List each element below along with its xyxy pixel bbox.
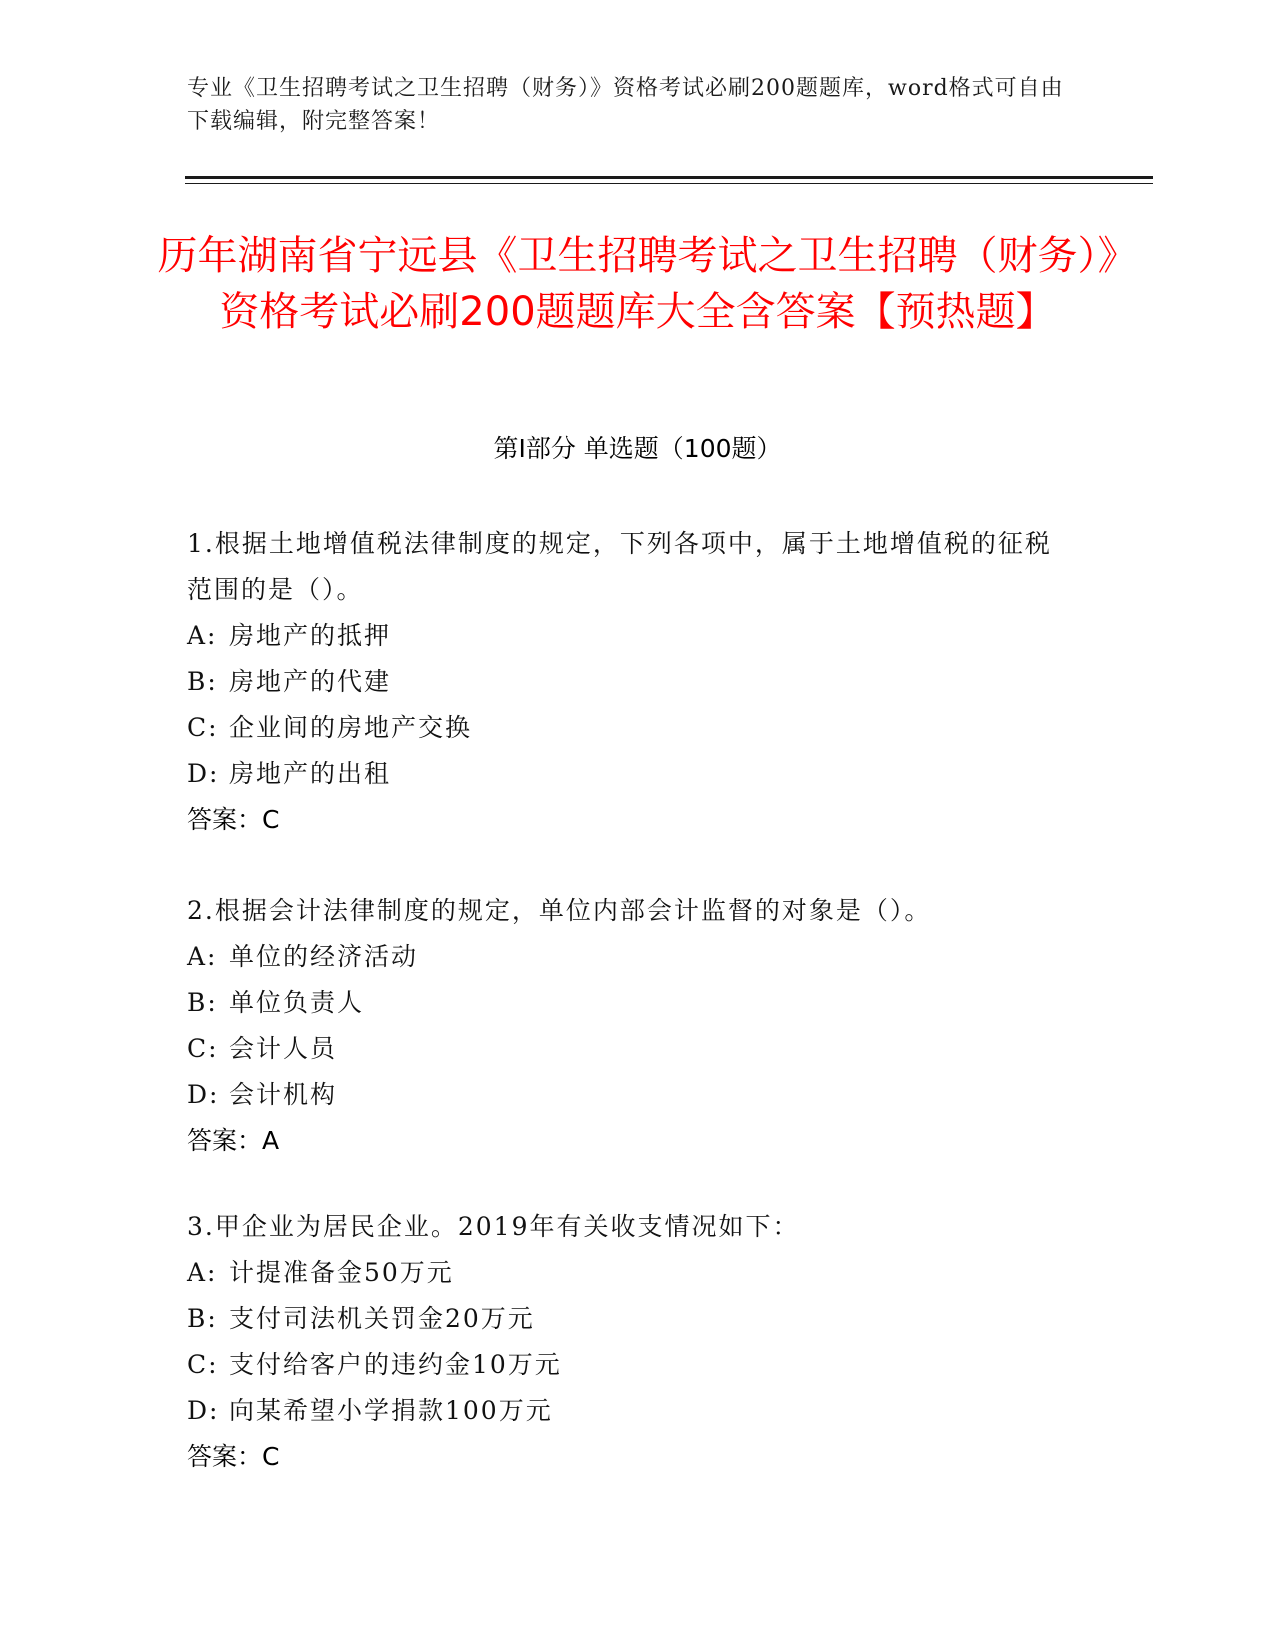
option-key: A: <box>187 942 218 971</box>
answer: 答案：A <box>187 1126 280 1155</box>
section-heading: 第I部分 单选题（100题） <box>493 434 782 463</box>
question-3 <box>187 1204 1067 1480</box>
option-text: 支付司法机关罚金20万元 <box>229 1304 535 1333</box>
header-divider-thick <box>185 176 1153 179</box>
option-key: D: <box>187 1080 220 1109</box>
option-key: B: <box>187 988 218 1017</box>
answer: 答案：C <box>187 1442 280 1471</box>
question-2 <box>187 888 1067 1164</box>
option-key: B: <box>187 667 218 696</box>
option-b <box>187 1296 1067 1342</box>
question-stem: 1.根据土地增值税法律制度的规定，下列各项中，属于土地增值税的征税范围的是（）。 <box>187 529 1052 604</box>
option-text: 向某希望小学捐款100万元 <box>229 1396 553 1425</box>
option-key: C: <box>187 713 219 742</box>
option-text: 企业间的房地产交换 <box>229 713 473 742</box>
option-a <box>187 934 1067 980</box>
option-key: A: <box>187 621 218 650</box>
option-text: 计提准备金50万元 <box>229 1258 454 1287</box>
option-d <box>187 1072 1067 1118</box>
header-note: 专业《卫生招聘考试之卫生招聘（财务）》资格考试必刷200题题库，word格式可自由下载编辑，附完整答案！ <box>187 76 1064 134</box>
option-c <box>187 705 1067 751</box>
option-d <box>187 1388 1067 1434</box>
option-d <box>187 751 1067 797</box>
question-stem: 3.甲企业为居民企业。2019年有关收支情况如下： <box>187 1212 800 1241</box>
option-c <box>187 1026 1067 1072</box>
option-b <box>187 980 1067 1026</box>
option-key: D: <box>187 759 220 788</box>
option-key: B: <box>187 1304 218 1333</box>
option-key: C: <box>187 1350 219 1379</box>
option-text: 房地产的代建 <box>229 667 392 696</box>
option-key: C: <box>187 1034 219 1063</box>
question-stem: 2.根据会计法律制度的规定，单位内部会计监督的对象是（）。 <box>187 896 932 925</box>
option-text: 房地产的抵押 <box>229 621 392 650</box>
answer: 答案：C <box>187 805 280 834</box>
option-text: 会计人员 <box>229 1034 338 1063</box>
option-key: D: <box>187 1396 220 1425</box>
header-divider-thin <box>185 183 1153 184</box>
option-a <box>187 613 1067 659</box>
option-b <box>187 659 1067 705</box>
option-text: 单位的经济活动 <box>229 942 419 971</box>
option-text: 支付给客户的违约金10万元 <box>229 1350 562 1379</box>
option-text: 单位负责人 <box>229 988 365 1017</box>
option-text: 会计机构 <box>229 1080 338 1109</box>
question-1 <box>187 521 1067 843</box>
option-a <box>187 1250 1067 1296</box>
document-title: 历年湖南省宁远县《卫生招聘考试之卫生招聘（财务）》资格考试必刷200题题库大全含答案【预热题】 <box>157 233 1118 335</box>
option-c <box>187 1342 1067 1388</box>
option-text: 房地产的出租 <box>229 759 392 788</box>
option-key: A: <box>187 1258 218 1287</box>
